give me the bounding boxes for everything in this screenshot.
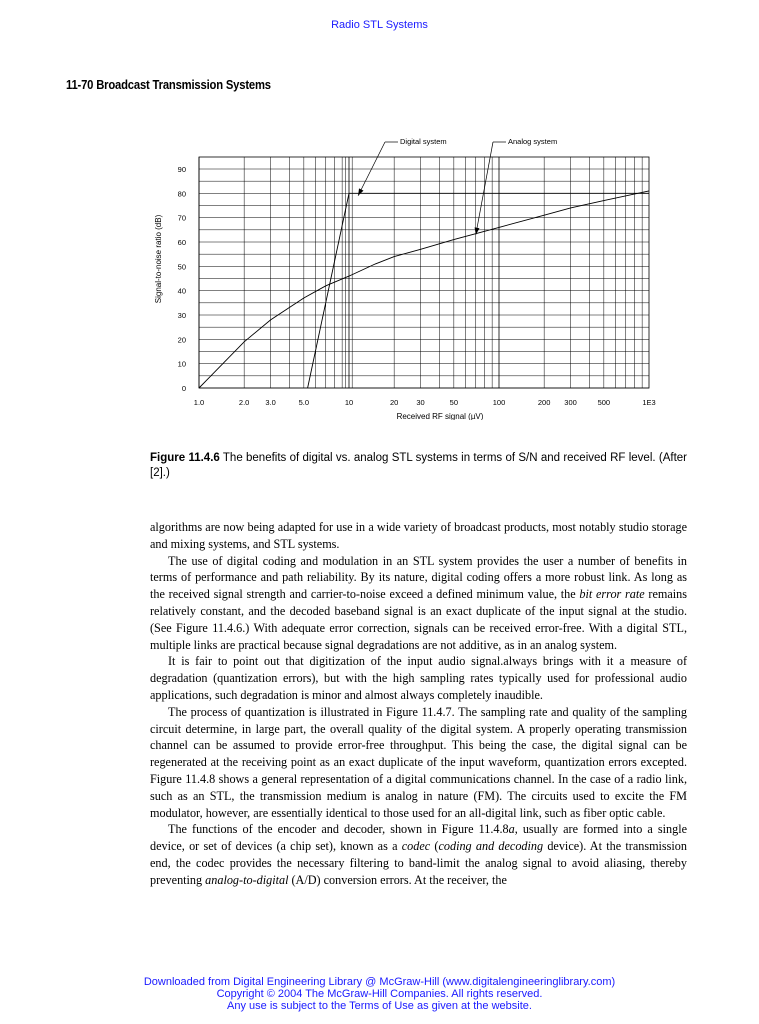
- figure-chart: [140, 130, 680, 420]
- x-tick-label: 20: [389, 398, 399, 407]
- plot-frame: [199, 157, 649, 388]
- y-tick-label: 70: [177, 213, 186, 223]
- y-tick-label: 20: [177, 335, 186, 345]
- footer-copyright[interactable]: Copyright © 2004 The McGraw-Hill Companies. All rights reserved.: [216, 988, 543, 1000]
- x-tick-label: 500: [597, 398, 611, 407]
- term-analog-to-digital: analog-to-digital: [205, 872, 289, 887]
- y-tick-label: 0: [181, 384, 186, 393]
- y-axis-label: Signal-to-noise ratio (dB): [154, 214, 163, 304]
- body-text: [150, 519, 687, 889]
- y-tick-label: 10: [177, 359, 186, 369]
- footer: [0, 976, 759, 1012]
- arrowhead: [358, 188, 363, 195]
- x-tick-label: 100: [492, 398, 506, 407]
- annotation-analog-system: Analog system: [508, 137, 558, 146]
- paragraph-2: The use of digital coding and modulation in an STL system provides the user a number of benefits in terms of performance and path reliability. By its nature, digital coding offers a more robust link. As long as the received signal strength and carrier-to-noise exceed a defined minimum value, the bit error rate remains relatively constant, and the decoded baseband signal is an exact duplicate of the input signal at the studio. (See Figure 11.4.6.) With adequate error correction, signals can be received error-free. With a digital STL, multiple links are practical because signal degradations are not additive, as in an analog system.: [150, 553, 687, 652]
- x-tick-label: 5.0: [298, 398, 310, 407]
- x-tick-label: 300: [564, 398, 577, 407]
- y-tick-label: 60: [177, 238, 186, 247]
- x-tick-label: 10: [344, 398, 354, 407]
- x-tick-label: 1.0: [193, 398, 205, 407]
- x-tick-label: 50: [449, 398, 459, 407]
- y-tick-label: 30: [177, 311, 186, 320]
- y-tick-label: 80: [177, 189, 186, 199]
- footer-download-link[interactable]: Downloaded from Digital Engineering Library @ McGraw-Hill (www.digitalengineeringlibrary.com): [143, 976, 616, 988]
- series-line-analog-system: [199, 191, 649, 388]
- footer-terms-link[interactable]: Any use is subject to the Terms of Use as given at the website.: [227, 1000, 532, 1012]
- paragraph-5: The functions of the encoder and decoder, shown in Figure 11.4.8a, usually are formed into a single device, or set of devices (a chip set), known as a codec (coding and decoding device). At the transmission end, the codec provides the necessary filtering to band-limit the analog signal to avoid aliasing, thereby preventing analog-to-digital (A/D) conversion errors. At the receiver, the: [150, 822, 687, 887]
- annotation-digital-system: Digital system: [400, 137, 447, 146]
- x-tick-label: 1E3: [642, 398, 656, 407]
- running-head: 11-70 Broadcast Transmission Systems: [66, 78, 271, 92]
- top-link-radio-stl-systems[interactable]: Radio STL Systems: [331, 19, 428, 31]
- paragraph-4: The process of quantization is illustrated in Figure 11.4.7. The sampling rate and quality of the sampling circuit determine, in large part, the overall quality of the digital system. A properly operating transmission channel can be assumed to provide error-free throughput. This being the case, the digital signal can be regenerated at the receiving point as an exact duplicate of the input waveform, quantization errors excepted. Figure 11.4.8 shows a general representation of a digital communications channel. In the case of a radio link, such as an STL, the transmission medium is analog in nature (FM). The circuits used to excite the FM modulator, however, are essentially identical to those used for an all-digital link, such as fiber optic cable.: [150, 704, 687, 820]
- figure-caption-text: The benefits of digital vs. analog STL systems in terms of S/N and received RF level. (After [2].): [150, 452, 687, 479]
- paragraph-3: It is fair to point out that digitization of the input audio signal.always brings with it a measure of degradation (quantization errors), but with the high sampling rates typically used for professional audio applications, such degradation is minor and almost always completely inaudible.: [150, 654, 687, 702]
- term-bit-error-rate: bit error rate: [579, 587, 645, 602]
- paragraph-1: algorithms are now being adapted for use in a wide variety of broadcast products, most notably studio storage and mixing systems, and STL systems.: [150, 520, 687, 551]
- y-tick-label: 40: [177, 286, 186, 296]
- y-tick-label: 90: [177, 165, 186, 174]
- term-codec: codec: [401, 839, 431, 854]
- x-tick-label: 2.0: [238, 398, 250, 407]
- x-tick-label: 200: [537, 398, 551, 407]
- chart-series: [199, 191, 649, 388]
- chart-grid: [199, 157, 649, 388]
- y-tick-label: 50: [177, 262, 186, 272]
- chart-ticks: [178, 165, 656, 407]
- x-tick-label: 30: [416, 398, 425, 407]
- figure-caption: [150, 451, 687, 481]
- x-axis-label: Received RF signal (µV): [396, 412, 484, 420]
- figure-label: Figure 11.4.6: [150, 452, 220, 464]
- x-tick-label: 3.0: [265, 398, 276, 407]
